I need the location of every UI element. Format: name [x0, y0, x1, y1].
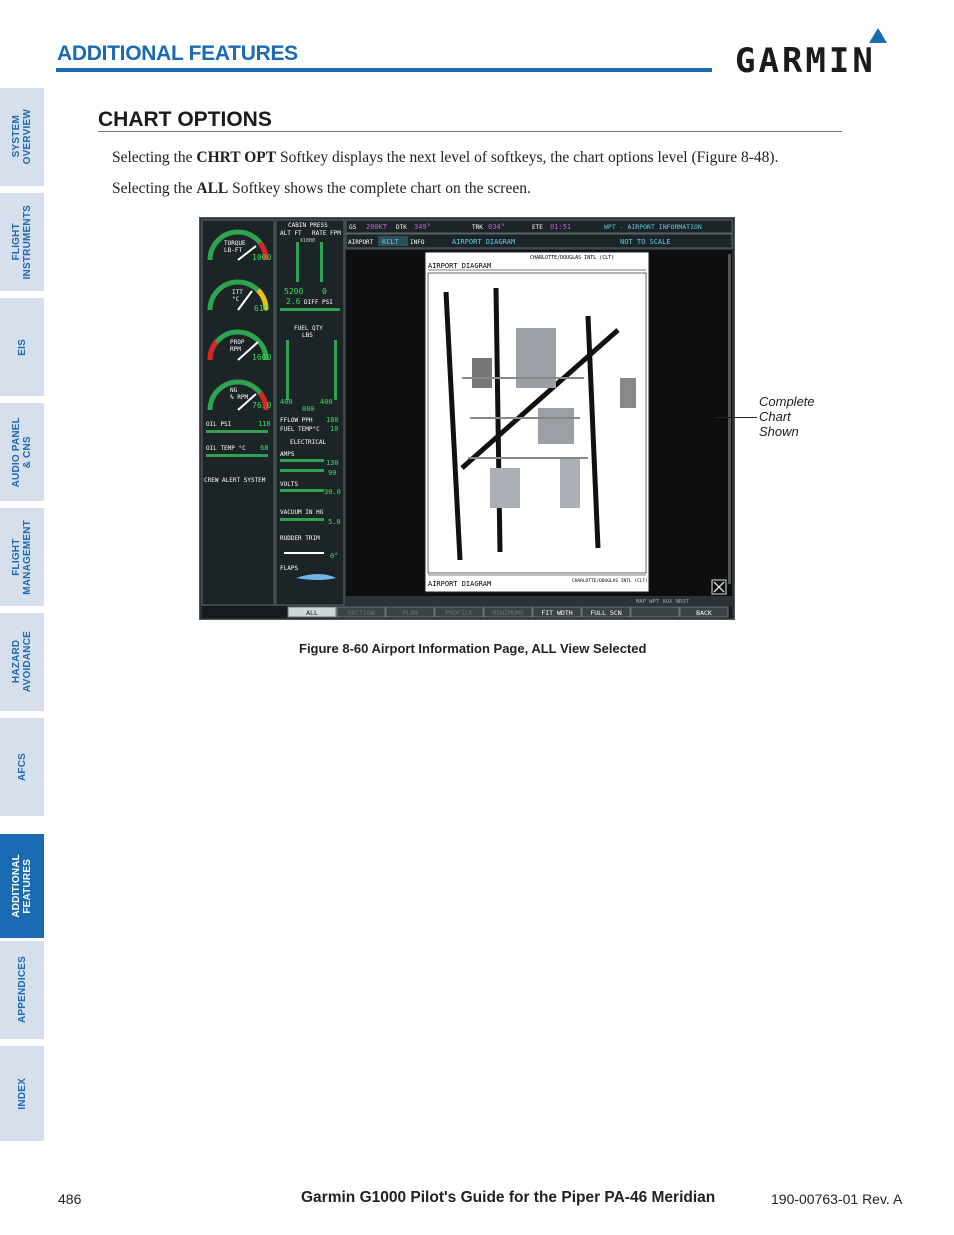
softkey-label: SECTION — [347, 609, 375, 617]
ng-label: NG % RPM — [230, 387, 249, 401]
svg-text:ALT FT: ALT FT — [280, 230, 302, 237]
side-tab-flight-management[interactable] — [0, 508, 44, 606]
svg-text:2.6: 2.6 — [286, 297, 301, 306]
svg-text:AIRPORT DIAGRAM: AIRPORT DIAGRAM — [428, 262, 492, 270]
oil-temp-label: OIL TEMP °C — [206, 445, 246, 452]
svg-text:INFO: INFO — [410, 239, 425, 246]
callout-leader-line — [715, 417, 757, 418]
itt-label: ITT °C — [232, 289, 243, 303]
svg-text:400: 400 — [320, 398, 333, 406]
scale-indicator: NOT TO SCALE — [620, 238, 671, 246]
svg-text:0: 0 — [322, 287, 327, 296]
svg-text:FUEL QTY: FUEL QTY — [294, 325, 323, 332]
chart-scrollbar — [728, 254, 731, 584]
svg-text:FLAPS: FLAPS — [280, 565, 299, 572]
softkey-label: PLAN — [402, 609, 418, 617]
svg-text:30.0: 30.0 — [324, 488, 341, 496]
side-tab-audio-panel[interactable] — [0, 403, 44, 501]
softkey-plan[interactable] — [386, 607, 434, 617]
page-group-indicator: MAP WPT AUX NRST — [636, 599, 689, 605]
heading-rule — [98, 131, 842, 132]
garmin-logo — [735, 26, 900, 76]
softkey-section[interactable] — [337, 607, 385, 617]
svg-text:TRK: TRK — [472, 224, 483, 231]
page-number: 486 — [58, 1191, 82, 1207]
side-tab-hazard-avoidance[interactable] — [0, 613, 44, 711]
section-title: ADDITIONAL FEATURES — [57, 42, 298, 65]
g1000-screen — [200, 218, 734, 619]
figure-callout: Complete Chart Shown — [759, 394, 815, 439]
ete-value: 01:51 — [550, 223, 572, 231]
svg-text:RUDDER TRIM: RUDDER TRIM — [280, 535, 320, 542]
side-tab-label: FLIGHT INSTRUMENTS — [11, 204, 33, 280]
footer-title: Garmin G1000 Pilot's Guide for the Piper PA-46 Meridian — [301, 1189, 716, 1206]
softkey-minimums[interactable] — [484, 607, 532, 617]
softkey-back[interactable] — [680, 607, 728, 617]
svg-text:DIFF PSI: DIFF PSI — [304, 299, 333, 306]
softkey-profile[interactable] — [435, 607, 483, 617]
svg-text:90: 90 — [328, 469, 337, 477]
svg-text:FFLOW PPH: FFLOW PPH — [280, 417, 313, 424]
svg-text:RATE FPM: RATE FPM — [312, 230, 341, 237]
svg-text:AIRPORT DIAGRAM: AIRPORT DIAGRAM — [428, 580, 492, 588]
svg-text:CABIN PRESS: CABIN PRESS — [288, 222, 328, 229]
page-heading: CHART OPTIONS — [98, 108, 272, 131]
svg-text:AMPS: AMPS — [280, 451, 295, 458]
softkey-all[interactable] — [288, 607, 336, 617]
svg-text:180: 180 — [326, 416, 339, 424]
softkey-label: FULL SCN — [590, 609, 622, 617]
side-tab-afcs[interactable] — [0, 718, 44, 816]
side-tab-label: HAZARD AVOIDANCE — [11, 631, 33, 693]
side-tab-label: FLIGHT MANAGEMENT — [11, 519, 33, 595]
softkey-label: BACK — [696, 609, 712, 617]
g1000-screenshot — [199, 217, 735, 620]
paragraph-chrt-opt: Selecting the CHRT OPT Softkey displays the next level of softkeys, the chart options level (Figure 8-48). — [112, 149, 779, 166]
side-tab-label: AUDIO PANEL & CNS — [11, 416, 33, 488]
side-tab-label: APPENDICES — [16, 956, 28, 1024]
chart-name: AIRPORT DIAGRAM — [452, 238, 516, 246]
svg-text:800: 800 — [302, 405, 315, 413]
svg-text:FUEL TEMP°C: FUEL TEMP°C — [280, 426, 320, 433]
ng-value: 76.0 — [252, 401, 272, 410]
svg-text:400: 400 — [280, 398, 293, 406]
svg-text:VACUUM IN HG: VACUUM IN HG — [280, 509, 324, 516]
side-tab-label: INDEX — [16, 1077, 28, 1110]
oil-temp-value: 68 — [260, 444, 269, 452]
side-tab-appendices[interactable] — [0, 941, 44, 1039]
svg-text:5.0: 5.0 — [328, 518, 341, 526]
softkey-label: MINIMUMS — [492, 609, 524, 617]
torque-value: 1000 — [252, 253, 272, 262]
softkey-full-scn[interactable] — [582, 607, 630, 617]
figure-caption: Figure 8-60 Airport Information Page, ALL View Selected — [299, 641, 647, 656]
svg-text:LBS: LBS — [302, 332, 313, 339]
side-tab-label: SYSTEM OVERVIEW — [11, 109, 33, 165]
side-tab-label: ADDITIONAL FEATURES — [11, 854, 33, 918]
track-value: 034° — [488, 223, 505, 231]
softkey-label: FIT WDTH — [541, 609, 573, 617]
side-tab-index[interactable] — [0, 1046, 44, 1141]
svg-text:0°: 0° — [330, 552, 339, 560]
svg-text:ELECTRICAL: ELECTRICAL — [290, 439, 327, 446]
desired-track-value: 349° — [414, 223, 431, 231]
airport-identifier: KCLT — [382, 238, 399, 246]
svg-text:10: 10 — [330, 425, 339, 433]
svg-text:X1000: X1000 — [300, 238, 316, 244]
eis-left-panel — [202, 220, 274, 605]
crew-alert-label: CREW ALERT SYSTEM — [204, 477, 266, 484]
softkey-name: CHRT OPT — [196, 149, 277, 166]
svg-text:VOLTS: VOLTS — [280, 481, 299, 488]
itt-value: 610 — [254, 304, 269, 313]
prop-label: PROP RPM — [230, 339, 245, 353]
svg-text:DTK: DTK — [396, 224, 407, 231]
side-tab-label: EIS — [16, 338, 28, 356]
softkey-blank[interactable] — [631, 607, 679, 617]
side-tab-additional-features[interactable] — [0, 834, 44, 938]
side-tab-eis[interactable] — [0, 298, 44, 396]
svg-text:5200: 5200 — [284, 287, 304, 296]
header-rule — [56, 68, 712, 72]
svg-text:AIRPORT: AIRPORT — [348, 239, 374, 246]
garmin-wordmark: GARMIN — [735, 41, 876, 76]
oil-psi-value: 118 — [258, 420, 271, 428]
softkey-label: PROFILE — [445, 609, 473, 617]
ground-speed-value: 200KT — [366, 223, 388, 231]
svg-text:ETE: ETE — [532, 224, 543, 231]
softkey-name: ALL — [196, 180, 229, 197]
svg-text:CHARLOTTE/DOUGLAS INTL (CLT): CHARLOTTE/DOUGLAS INTL (CLT) — [530, 255, 615, 261]
torque-label: TORQUE LB-FT — [224, 240, 246, 254]
side-tab-system-overview[interactable] — [0, 88, 44, 186]
svg-text:GS: GS — [349, 224, 357, 231]
oil-psi-label: OIL PSI — [206, 421, 232, 428]
softkey-fit-wdth[interactable] — [533, 607, 581, 617]
softkey-label: ALL — [306, 609, 318, 617]
page-title: WPT - AIRPORT INFORMATION — [604, 223, 702, 231]
svg-text:130: 130 — [326, 459, 339, 467]
svg-text:CHARLOTTE/DOUGLAS INTL (CLT): CHARLOTTE/DOUGLAS INTL (CLT) — [572, 579, 648, 584]
side-tab-label: AFCS — [16, 752, 28, 782]
side-tab-flight-instruments[interactable] — [0, 193, 44, 291]
paragraph-all: Selecting the ALL Softkey shows the complete chart on the screen. — [112, 180, 531, 197]
document-number: 190-00763-01 Rev. A — [771, 1191, 903, 1207]
prop-value: 1600 — [252, 353, 272, 362]
